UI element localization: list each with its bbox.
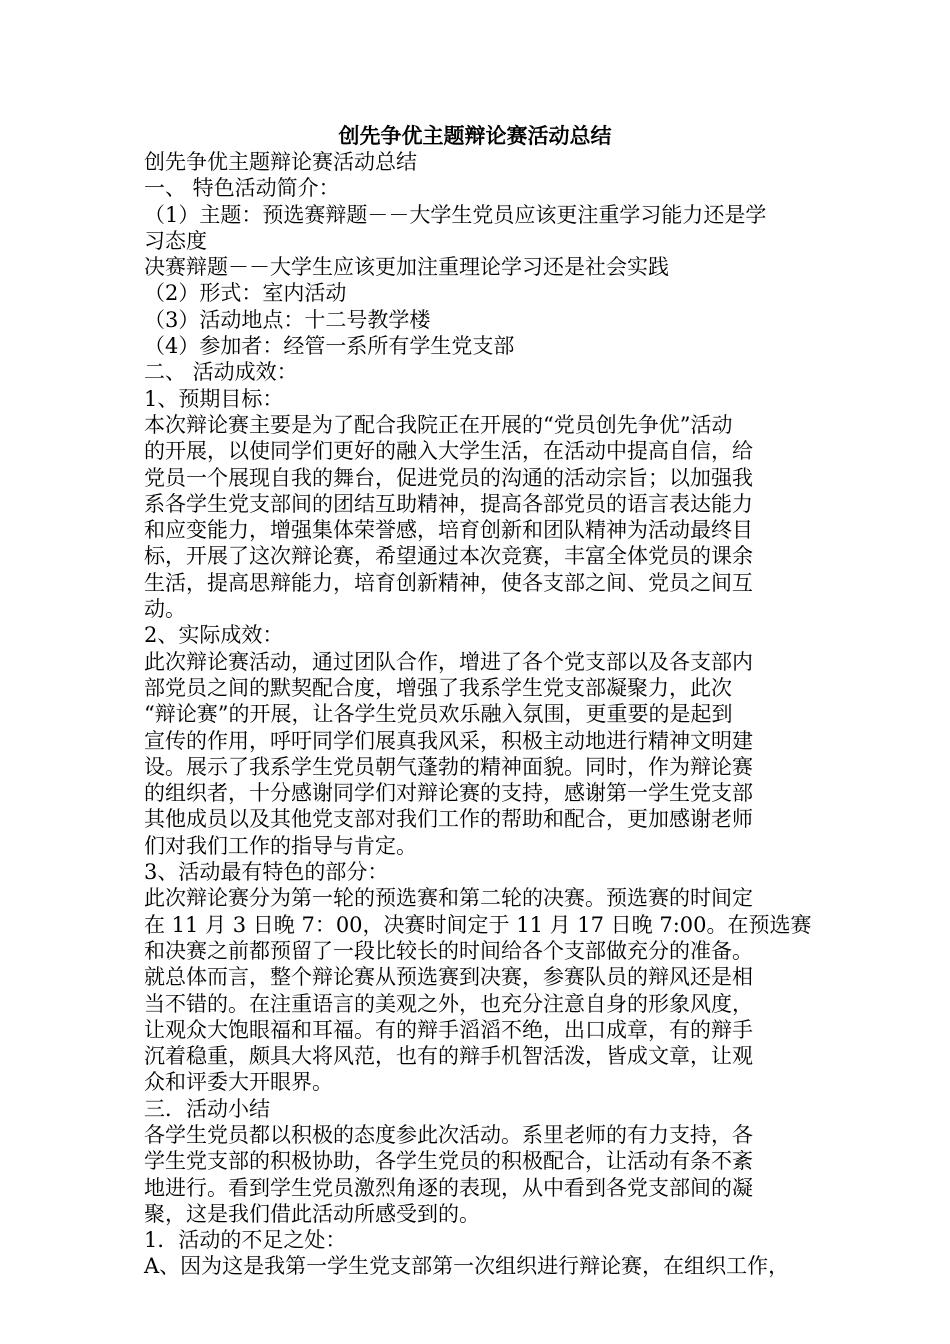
body-line: （2）形式：室内活动: [144, 281, 347, 306]
body-line: 学生党支部的积极协助，各学生党员的积极配合，让活动有条不紊: [144, 1149, 753, 1174]
body-line: 们对我们工作的指导与肯定。: [144, 833, 417, 858]
body-line: 标，开展了这次辩论赛，希望通过本次竞赛，丰富全体党员的课余: [144, 544, 753, 569]
body-line: “辩论赛”的开展，让各学生党员欢乐融入氛围，更重要的是起到: [144, 702, 733, 727]
document-title: 创先争优主题辩论赛活动总结: [338, 124, 612, 148]
body-line: 和决赛之前都预留了一段比较长的时间给各个支部做充分的准备。: [144, 938, 753, 963]
body-line: 党员一个展现自我的舞台，促进党员的沟通的活动宗旨；以加强我: [144, 465, 753, 490]
body-line: 让观众大饱眼福和耳福。有的辩手滔滔不绝，出口成章，有的辩手: [144, 1017, 753, 1042]
body-line: 的组织者，十分感谢同学们对辩论赛的支持，感谢第一学生党支部: [144, 781, 753, 806]
body-line: 动。: [144, 597, 186, 622]
subsection-heading: 3、活动最有特色的部分：: [144, 860, 389, 885]
body-line: 设。展示了我系学生党员朝气蓬勃的精神面貌。同时，作为辩论赛: [144, 754, 753, 779]
body-line: 此次辩论赛活动，通过团队合作，增进了各个党支部以及各支部内: [144, 649, 753, 674]
body-line: 生活，提高思辩能力，培育创新精神，使各支部之间、党员之间互: [144, 570, 753, 595]
body-line: 当不错的。在注重语言的美观之外，也充分注意自身的形象风度，: [144, 991, 753, 1016]
section-heading: 三．活动小结: [144, 1096, 270, 1121]
body-line: 就总体而言，整个辩论赛从预选赛到决赛，参赛队员的辩风还是相: [144, 965, 753, 990]
body-line: （4）参加者：经管一系所有学生党支部: [144, 334, 515, 359]
body-line: 部党员之间的默契配合度，增强了我系学生党支部凝聚力，此次: [144, 675, 732, 700]
body-line: 沉着稳重，颇具大将风范，也有的辩手机智活泼，皆成文章，让观: [144, 1044, 753, 1069]
body-line: 聚，这是我们借此活动所感受到的。: [144, 1201, 480, 1226]
body-line: 本次辩论赛主要是为了配合我院正在开展的“党员创先争优”活动: [144, 412, 733, 437]
body-line: （3）活动地点：十二号教学楼: [144, 307, 431, 332]
body-line: A、因为这是我第一学生党支部第一次组织进行辩论赛，在组织工作，: [144, 1254, 790, 1279]
section-heading: 二、 活动成效：: [144, 360, 298, 385]
subsection-heading: 2、实际成效：: [144, 623, 284, 648]
body-line: 决赛辩题－－大学生应该更加注重理论学习还是社会实践: [144, 255, 669, 280]
body-line: 系各学生党支部间的团结互助精神，提高各部党员的语言表达能力: [144, 491, 753, 516]
body-line: 此次辩论赛分为第一轮的预选赛和第二轮的决赛。预选赛的时间定: [144, 886, 753, 911]
body-line: 众和评委大开眼界。: [144, 1070, 333, 1095]
subsection-heading: 1、预期目标：: [144, 386, 284, 411]
body-line: 其他成员以及其他党支部对我们工作的帮助和配合，更加感谢老师: [144, 807, 753, 832]
body-line: 宣传的作用，呼吁同学们展真我风采，积极主动地进行精神文明建: [144, 728, 753, 753]
body-line: 地进行。看到学生党员激烈角逐的表现，从中看到各党支部间的凝: [144, 1175, 753, 1200]
body-line: 创先争优主题辩论赛活动总结: [144, 150, 417, 174]
section-heading: 一、 特色活动简介：: [144, 176, 340, 201]
body-line: 在 11 月 3 日晚 7：00，决赛时间定于 11 月 17 日晚 7:00。在预选赛: [144, 912, 812, 937]
subsection-heading: 1．活动的不足之处：: [144, 1228, 347, 1253]
body-line: 习态度: [144, 228, 207, 253]
body-line: 的开展，以使同学们更好的融入大学生活，在活动中提高自信，给: [144, 439, 753, 464]
body-line: 和应变能力，增强集体荣誉感，培育创新和团队精神为活动最终目: [144, 518, 753, 543]
body-line: （1）主题：预选赛辩题－－大学生党员应该更注重学习能力还是学: [144, 202, 767, 227]
body-line: 各学生党员都以积极的态度参此次活动。系里老师的有力支持，各: [144, 1122, 753, 1147]
document-body: [144, 149, 824, 1280]
